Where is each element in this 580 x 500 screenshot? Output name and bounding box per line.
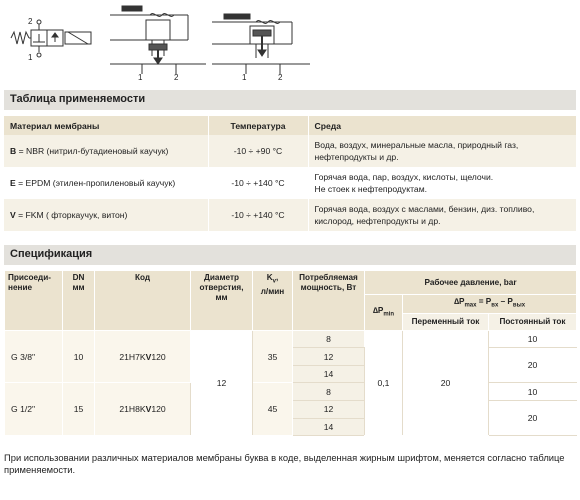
code-material-letter: V <box>145 404 152 415</box>
kv-cell: 45 <box>253 383 293 436</box>
code-material-letter: V <box>145 351 152 362</box>
medium-line: Не стоек к нефтепродуктам. <box>314 184 427 194</box>
dc-pressure-cell: 20 <box>489 348 577 383</box>
pmin-cell: 0,1 <box>365 330 403 436</box>
medium-cell <box>308 135 576 167</box>
applicability-row <box>4 167 576 199</box>
header-pressure: Рабочее давление, bar <box>365 271 577 295</box>
header-kv-line1: $K_v$, <box>266 273 279 285</box>
material-code: E <box>10 178 16 188</box>
header-connection-line2: нение <box>8 283 33 292</box>
header-medium: Среда <box>308 116 576 135</box>
temperature-cell: -10 ÷ +140 °C <box>208 199 308 231</box>
symbol-port-1: 1 <box>28 53 33 62</box>
medium-cell <box>308 167 576 199</box>
code-cell <box>95 330 191 383</box>
power-cell: 14 <box>293 365 365 383</box>
header-power <box>293 271 365 331</box>
ac-pressure-cell: 20 <box>403 330 489 436</box>
header-pmin <box>365 295 403 331</box>
closed-port-2: 2 <box>174 73 179 82</box>
pmax-out-subscript: вых <box>512 302 526 309</box>
material-name: = NBR (нитрил-бутадиеновый каучук) <box>16 146 169 156</box>
code-prefix: 21H7K <box>119 351 146 362</box>
header-diameter <box>191 271 253 331</box>
header-diameter-line3: мм <box>215 293 228 302</box>
power-cell: 14 <box>293 418 365 436</box>
power-cell: 12 <box>293 348 365 366</box>
kv-subscript: v <box>272 278 276 285</box>
kv-symbol: K <box>266 273 273 282</box>
applicability-table <box>4 116 576 231</box>
medium-line: Вода, воздух, минеральные масла, природный газ, <box>314 140 519 150</box>
open-port-2: 2 <box>278 73 283 82</box>
valve-open-diagram <box>212 14 310 74</box>
valve-symbol <box>11 20 91 57</box>
header-temperature: Температура <box>208 116 308 135</box>
material-name: = EPDM (этилен-пропиленовый каучук) <box>15 178 176 188</box>
temperature-cell: -10 ÷ +140 °C <box>208 167 308 199</box>
material-code: V <box>10 210 16 220</box>
code-prefix: 21H8K <box>119 404 146 415</box>
medium-line: нефтепродукты и др. <box>314 152 399 162</box>
dn-cell: 15 <box>63 383 95 436</box>
header-dn-line1: DN <box>72 273 85 282</box>
header-dc: Постоянный ток <box>489 313 577 330</box>
material-cell <box>4 199 208 231</box>
connection-cell: G 3/8" <box>5 330 63 383</box>
symbol-port-2: 2 <box>28 17 33 26</box>
footnote: При использовании различных материалов мембраны буква в коде, выделенная жирным шрифтом, меняется согласно таблице применяемости. <box>4 452 565 475</box>
valve-closed-diagram <box>110 6 206 74</box>
dc-pressure-cell: 20 <box>489 401 577 436</box>
medium-line: Горячая вода, воздух с маслами, бензин, диз. топливо, <box>314 204 535 214</box>
header-dn <box>63 271 95 331</box>
open-port-1: 1 <box>242 73 247 82</box>
code-cell <box>95 383 191 436</box>
header-power-line1: Потребляемая <box>299 273 358 282</box>
pmin-subscript: min <box>383 311 395 318</box>
closed-port-1: 1 <box>138 73 143 82</box>
pmax-subscript: max <box>464 302 477 309</box>
pmax-minus: – P <box>498 297 513 306</box>
header-diameter-line1: Диаметр <box>204 273 239 282</box>
pmax-equals: = P <box>476 297 492 306</box>
medium-cell <box>308 199 576 231</box>
medium-line: кислород, нефтепродукты и др. <box>314 216 441 226</box>
pmin-symbol: ∆P <box>372 305 384 315</box>
power-cell: 8 <box>293 330 365 348</box>
temperature-cell: -10 ÷ +90 °C <box>208 135 308 167</box>
material-code: B <box>10 146 17 156</box>
code-suffix: 120 <box>151 351 166 362</box>
material-name: = FKM ( фторкаучук, витон) <box>15 210 128 220</box>
header-kv-line2: л/мин <box>260 286 285 296</box>
header-kv <box>253 271 293 331</box>
power-cell: 12 <box>293 401 365 419</box>
applicability-row <box>4 135 576 167</box>
applicability-title: Таблица применяемости <box>10 93 146 105</box>
header-connection-line1: Присоеди- <box>8 273 51 282</box>
header-pmax <box>403 295 577 314</box>
connection-cell: G 1/2" <box>5 383 63 436</box>
power-cell: 8 <box>293 383 365 401</box>
header-connection <box>5 271 63 331</box>
diameter-cell: 12 <box>191 330 253 436</box>
applicability-section-header <box>4 90 576 110</box>
kv-cell: 35 <box>253 330 293 383</box>
specification-table <box>4 270 577 436</box>
dc-pressure-cell: 10 <box>489 330 577 348</box>
dn-cell: 10 <box>63 330 95 383</box>
header-power-line2: мощность, Вт <box>300 283 357 292</box>
header-code: Код <box>95 271 191 331</box>
applicability-row <box>4 199 576 231</box>
material-cell <box>4 167 208 199</box>
pmax-in-subscript: вх <box>491 302 499 309</box>
header-material: Материал мембраны <box>4 116 208 135</box>
material-cell <box>4 135 208 167</box>
pmax-symbol: ∆P <box>453 297 465 306</box>
valve-diagrams <box>0 0 580 84</box>
header-diameter-line2: отверстия, <box>199 283 244 292</box>
header-ac: Переменный ток <box>403 313 489 330</box>
header-dn-line2: мм <box>72 283 85 292</box>
medium-line: Горячая вода, пар, воздух, кислоты, щелочи. <box>314 172 494 182</box>
specification-title: Спецификация <box>10 248 93 260</box>
code-suffix: 120 <box>151 404 166 415</box>
specification-section-header <box>4 245 576 265</box>
dc-pressure-cell: 10 <box>489 383 577 401</box>
